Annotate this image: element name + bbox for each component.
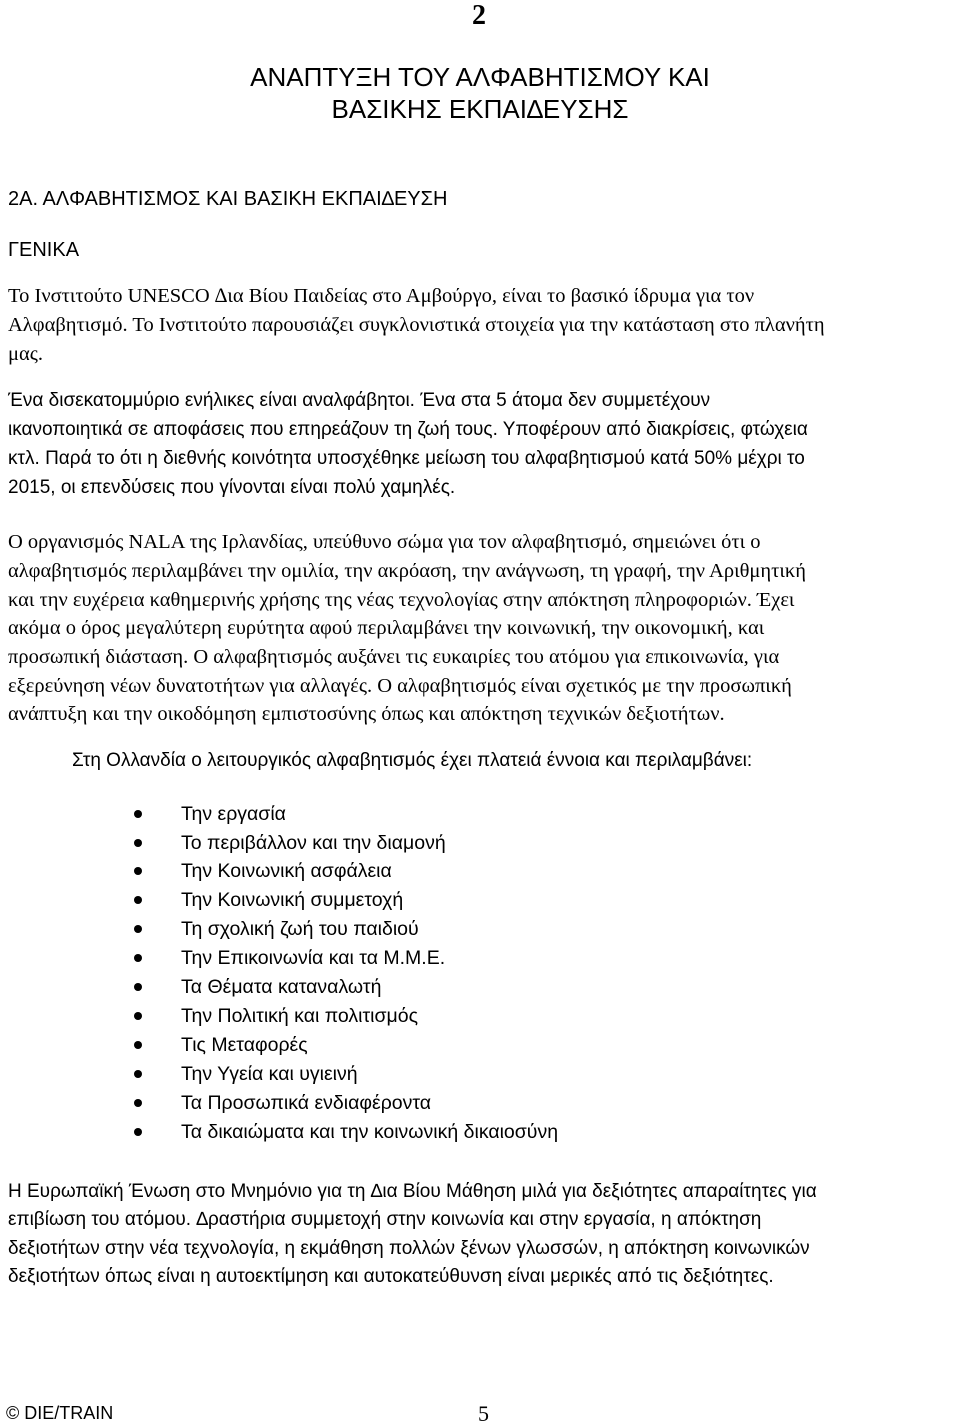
paragraph-3-line: και την ευχέρεια καθημερινής χρήσης της νέας τεχνολογίας στην απόκτηση πληροφοριών. Έχει bbox=[8, 589, 795, 611]
bullet-icon bbox=[134, 1070, 142, 1078]
paragraph-4-line: δεξιοτήτων όπως είναι η αυτοεκτίμηση και αυτοκατεύθυνση είναι μερικές από τις δεξιότητες. bbox=[8, 1266, 774, 1287]
paragraph-3-line: ακόμα ο όρος μεγαλύτερη ευρύτητα αφού περιλαμβάνει την κοινωνική, την οικονομική, και bbox=[8, 617, 765, 639]
bullet-icon bbox=[134, 839, 142, 847]
list-item: Την εργασία bbox=[181, 803, 286, 825]
bullet-icon bbox=[134, 983, 142, 991]
bullet-icon bbox=[134, 810, 142, 818]
chapter-title-line-2: ΒΑΣΙΚΗΣ ΕΚΠΑΙ∆ΕΥΣΗΣ bbox=[331, 94, 629, 124]
paragraph-3-line: ανάπτυξη και την οικοδόμηση εμπιστοσύνης όπως και απόκτηση τεχνικών δεξιοτήτων. bbox=[8, 703, 725, 725]
bullet-icon bbox=[134, 925, 142, 933]
paragraph-3-line: εξερεύνηση νέων δυνατοτήτων για αλλαγές. Ο αλφαβητισμός είναι σχετικός με την προσωπική bbox=[8, 675, 792, 697]
bullet-icon bbox=[134, 867, 142, 875]
paragraph-4-line: επιβίωση του ατόμου. ∆ραστήρια συμμετοχή στην κοινωνία και στην εργασία, η απόκτηση bbox=[8, 1209, 762, 1230]
paragraph-4-line: δεξιοτήτων στην νέα τεχνολογία, η εκμάθηση πολλών ξένων γλωσσών, η απόκτηση κοινωνικών bbox=[8, 1238, 810, 1259]
list-item: Τις Μεταφορές bbox=[181, 1034, 308, 1056]
footer-page-number: 5 bbox=[478, 1401, 489, 1426]
list-item: Τα δικαιώματα και την κοινωνική δικαιοσύνη bbox=[181, 1121, 559, 1143]
list-item: Τα Προσωπικά ενδιαφέροντα bbox=[181, 1092, 432, 1114]
list-item: Την Πολιτική και πολιτισμός bbox=[181, 1005, 418, 1027]
paragraph-1-line: μας. bbox=[8, 343, 43, 365]
paragraph-3-line: προσωπική διάσταση. Ο αλφαβητισμός αυξάνει τις ευκαιρίες του ατόμου για επικοινωνία, για bbox=[8, 646, 780, 668]
bullet-icon bbox=[134, 954, 142, 962]
chapter-number: 2 bbox=[472, 0, 486, 31]
list-item: Το περιβάλλον και την διαμονή bbox=[181, 832, 446, 854]
bullet-icon bbox=[134, 896, 142, 904]
bullet-icon bbox=[134, 1041, 142, 1049]
subheading-general: ΓΕΝΙΚΑ bbox=[8, 239, 80, 261]
list-item: Την Κοινωνική ασφάλεια bbox=[181, 860, 392, 882]
list-item: Την Κοινωνική συμμετοχή bbox=[181, 889, 404, 911]
paragraph-3-line: αλφαβητισμός περιλαμβάνει την ομιλία, την ακρόαση, την ανάγνωση, τη γραφή, την Αριθμητική bbox=[8, 560, 806, 582]
section-heading: 2Α. ΑΛΦΑΒΗΤΙΣΜΟΣ ΚΑΙ ΒΑΣΙΚΗ ΕΚΠΑΙ∆ΕΥΣΗ bbox=[8, 188, 448, 210]
paragraph-4-line: Η Ευρωπαϊκή Ένωση στο Μνημόνιο για τη ∆ια Βίου Μάθηση μιλά για δεξιότητες απαραίτητες για bbox=[8, 1181, 817, 1202]
list-item: Την Υγεία και υγιεινή bbox=[181, 1063, 358, 1085]
paragraph-2-line: κτλ. Παρά το ότι η διεθνής κοινότητα υποσχέθηκε μείωση του αλφαβητισμού κατά 50% μέχρι το bbox=[8, 448, 805, 469]
paragraph-2-line: 2015, οι επενδύσεις που γίνονται είναι πολύ χαμηλές. bbox=[8, 477, 456, 498]
list-item: Τη σχολική ζωή του παιδιού bbox=[181, 918, 419, 940]
footer-copyright: © DIE/TRAIN bbox=[6, 1403, 114, 1423]
paragraph-1-line: Αλφαβητισμό. Το Ινστιτούτο παρουσιάζει συγκλονιστικά στοιχεία για την κατάσταση στο πλανήτη bbox=[8, 314, 825, 336]
paragraph-1-line: Το Ινστιτούτο UNESCO ∆ια Βίου Παιδείας στο Αμβούργο, είναι το βασικό ίδρυμα για τον bbox=[8, 285, 755, 307]
list-item: Την Επικοινωνία και τα Μ.Μ.Ε. bbox=[181, 947, 446, 969]
bullet-icon bbox=[134, 1128, 142, 1136]
bullet-icon bbox=[134, 1012, 142, 1020]
bullet-icon bbox=[134, 1099, 142, 1107]
list-item: Τα Θέματα καταναλωτή bbox=[181, 976, 382, 998]
paragraph-2-line: ικανοποιητικά σε αποφάσεις που επηρεάζουν τη ζωή τους. Υποφέρουν από διακρίσεις, φτώχεια bbox=[8, 419, 808, 440]
paragraph-2-line: Ένα δισεκατομμύριο ενήλικες είναι αναλφάβητοι. Ένα στα 5 άτομα δεν συμμετέχουν bbox=[8, 390, 711, 411]
chapter-title-line-1: ΑΝΑΠΤΥΞΗ ΤΟΥ ΑΛΦΑΒΗΤΙΣΜΟΥ ΚΑΙ bbox=[250, 62, 710, 92]
paragraph-3-line: Ο οργανισμός NALA της Ιρλανδίας, υπεύθυνο σώμα για τον αλφαβητισμό, σημειώνει ότι ο bbox=[8, 531, 761, 553]
netherlands-intro: Στη Ολλανδία ο λειτουργικός αλφαβητισμός έχει πλατειά έννοια και περιλαμβάνει: bbox=[72, 750, 753, 771]
